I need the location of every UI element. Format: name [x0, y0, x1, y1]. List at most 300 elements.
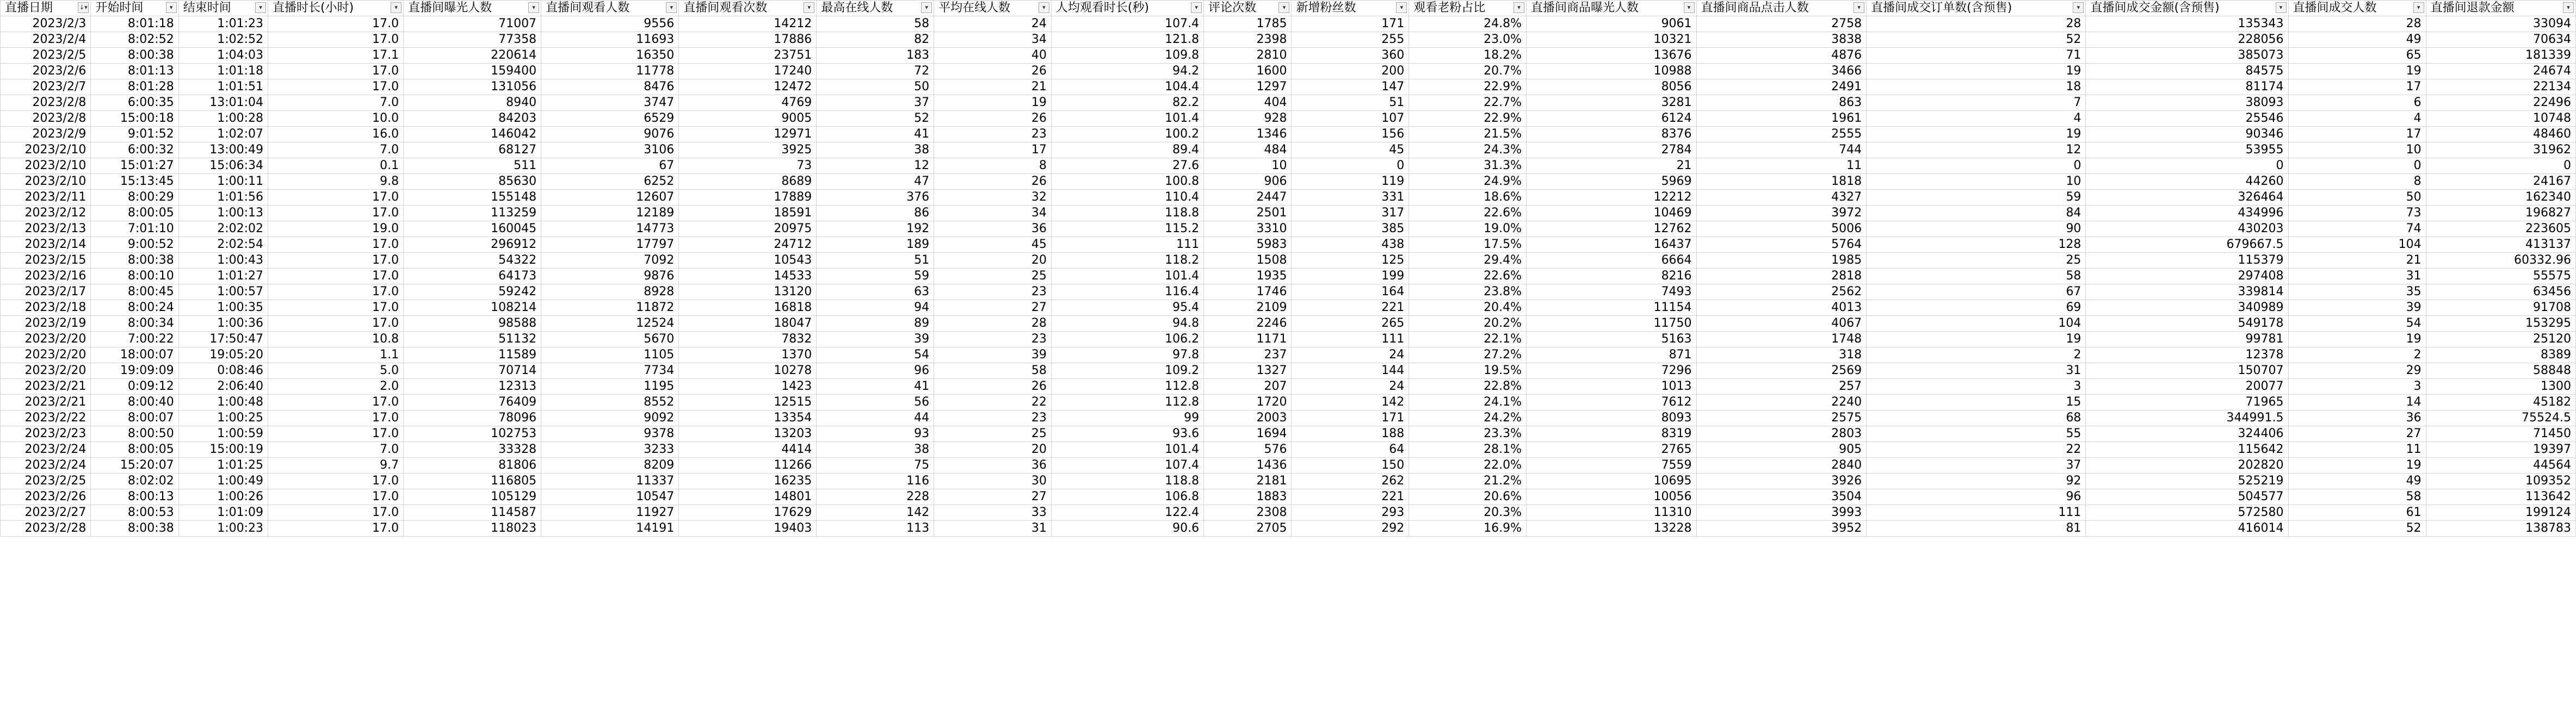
table-cell[interactable]: 85630	[404, 174, 541, 190]
table-cell[interactable]: 5.0	[268, 363, 404, 379]
table-cell[interactable]: 2023/2/23	[1, 426, 91, 442]
table-cell[interactable]: 6664	[1527, 253, 1697, 269]
table-cell[interactable]: 2023/2/22	[1, 410, 91, 426]
table-cell[interactable]: 3	[1867, 379, 2086, 395]
table-cell[interactable]: 8	[2288, 174, 2426, 190]
table-cell[interactable]: 4013	[1696, 300, 1867, 316]
table-cell[interactable]: 69	[1867, 300, 2086, 316]
table-cell[interactable]: 1961	[1696, 111, 1867, 127]
table-cell[interactable]: 138783	[2426, 521, 2575, 537]
filter-dropdown-icon[interactable]: ▾	[391, 2, 401, 13]
table-cell[interactable]: 24	[1292, 379, 1409, 395]
table-cell[interactable]: 2023/2/8	[1, 111, 91, 127]
table-cell[interactable]: 1:00:28	[178, 111, 268, 127]
table-cell[interactable]: 171	[1292, 16, 1409, 32]
table-cell[interactable]: 3838	[1696, 32, 1867, 48]
table-cell[interactable]: 67	[1867, 284, 2086, 300]
table-cell[interactable]: 107.4	[1051, 16, 1203, 32]
table-cell[interactable]: 1:00:35	[178, 300, 268, 316]
table-cell[interactable]: 93	[817, 426, 934, 442]
table-cell[interactable]: 160045	[404, 221, 541, 237]
table-cell[interactable]: 51132	[404, 332, 541, 347]
table-cell[interactable]: 28	[934, 316, 1052, 332]
table-cell[interactable]: 14	[2288, 395, 2426, 410]
table-cell[interactable]: 1720	[1204, 395, 1292, 410]
column-header[interactable]	[1204, 1, 1292, 16]
table-cell[interactable]: 9378	[541, 426, 679, 442]
column-header[interactable]	[1292, 1, 1409, 16]
table-cell[interactable]: 116	[817, 474, 934, 489]
table-cell[interactable]: 12971	[679, 127, 817, 142]
table-cell[interactable]: 24674	[2426, 64, 2575, 79]
table-cell[interactable]: 106.2	[1051, 332, 1203, 347]
table-cell[interactable]: 2803	[1696, 426, 1867, 442]
column-header[interactable]	[1409, 1, 1527, 16]
table-cell[interactable]: 64	[1292, 442, 1409, 458]
table-cell[interactable]: 38093	[2086, 95, 2288, 111]
table-cell[interactable]: 32	[934, 190, 1052, 206]
table-cell[interactable]: 24	[934, 16, 1052, 32]
table-cell[interactable]: 19	[1867, 332, 2086, 347]
table-cell[interactable]: 12189	[541, 206, 679, 221]
table-cell[interactable]: 48460	[2426, 127, 2575, 142]
table-cell[interactable]: 181339	[2426, 48, 2575, 64]
table-cell[interactable]: 8:00:34	[91, 316, 178, 332]
table-cell[interactable]: 4	[1867, 111, 2086, 127]
table-cell[interactable]: 14533	[679, 269, 817, 284]
table-cell[interactable]: 90346	[2086, 127, 2288, 142]
table-cell[interactable]: 91708	[2426, 300, 2575, 316]
table-cell[interactable]: 1:00:11	[178, 174, 268, 190]
table-cell[interactable]: 23.3%	[1409, 426, 1527, 442]
table-cell[interactable]: 6	[2288, 95, 2426, 111]
table-cell[interactable]: 318	[1696, 347, 1867, 363]
table-cell[interactable]: 71965	[2086, 395, 2288, 410]
table-cell[interactable]: 96	[817, 363, 934, 379]
filter-dropdown-icon[interactable]: ▾	[1039, 2, 1049, 13]
table-cell[interactable]: 905	[1696, 442, 1867, 458]
table-cell[interactable]: 17240	[679, 64, 817, 79]
table-cell[interactable]: 2023/2/13	[1, 221, 91, 237]
table-cell[interactable]: 84203	[404, 111, 541, 127]
table-cell[interactable]: 49	[2288, 474, 2426, 489]
table-cell[interactable]: 8376	[1527, 127, 1697, 142]
table-cell[interactable]: 7493	[1527, 284, 1697, 300]
table-cell[interactable]: 192	[817, 221, 934, 237]
table-cell[interactable]: 24.3%	[1409, 142, 1527, 158]
filter-dropdown-icon[interactable]: ▾	[2276, 2, 2287, 13]
table-cell[interactable]: 11154	[1527, 300, 1697, 316]
table-cell[interactable]: 17797	[541, 237, 679, 253]
table-cell[interactable]: 6:00:35	[91, 95, 178, 111]
table-cell[interactable]: 14191	[541, 521, 679, 537]
table-cell[interactable]: 22.6%	[1409, 206, 1527, 221]
table-cell[interactable]: 1:01:25	[178, 458, 268, 474]
table-cell[interactable]: 744	[1696, 142, 1867, 158]
filter-dropdown-icon[interactable]: ▾	[2413, 2, 2424, 13]
column-header[interactable]	[679, 1, 817, 16]
table-cell[interactable]: 3926	[1696, 474, 1867, 489]
table-cell[interactable]: 70714	[404, 363, 541, 379]
table-cell[interactable]: 150	[1292, 458, 1409, 474]
table-cell[interactable]: 16.0	[268, 127, 404, 142]
table-cell[interactable]: 199	[1292, 269, 1409, 284]
table-cell[interactable]: 23.0%	[1409, 32, 1527, 48]
table-cell[interactable]: 18591	[679, 206, 817, 221]
table-cell[interactable]: 17.0	[268, 64, 404, 79]
table-cell[interactable]: 21.2%	[1409, 474, 1527, 489]
table-cell[interactable]: 1195	[541, 379, 679, 395]
table-cell[interactable]: 7.0	[268, 95, 404, 111]
table-cell[interactable]: 71007	[404, 16, 541, 32]
table-cell[interactable]: 8:00:07	[91, 410, 178, 426]
table-cell[interactable]: 8389	[2426, 347, 2575, 363]
table-cell[interactable]: 7:01:10	[91, 221, 178, 237]
table-cell[interactable]: 106.8	[1051, 489, 1203, 505]
table-cell[interactable]: 8:00:05	[91, 442, 178, 458]
table-cell[interactable]: 549178	[2086, 316, 2288, 332]
table-cell[interactable]: 115379	[2086, 253, 2288, 269]
table-cell[interactable]: 61	[2288, 505, 2426, 521]
table-cell[interactable]: 8:00:45	[91, 284, 178, 300]
table-cell[interactable]: 115642	[2086, 442, 2288, 458]
table-cell[interactable]: 8:00:38	[91, 253, 178, 269]
table-cell[interactable]: 17.0	[268, 269, 404, 284]
table-cell[interactable]: 45	[934, 237, 1052, 253]
table-cell[interactable]: 22.7%	[1409, 95, 1527, 111]
table-cell[interactable]: 58848	[2426, 363, 2575, 379]
table-cell[interactable]: 20.6%	[1409, 489, 1527, 505]
column-header[interactable]	[404, 1, 541, 16]
table-cell[interactable]: 1:00:26	[178, 489, 268, 505]
table-cell[interactable]: 17.0	[268, 426, 404, 442]
table-cell[interactable]: 20	[934, 253, 1052, 269]
table-cell[interactable]: 4067	[1696, 316, 1867, 332]
table-cell[interactable]: 3106	[541, 142, 679, 158]
table-cell[interactable]: 15:00:19	[178, 442, 268, 458]
table-cell[interactable]: 41	[817, 379, 934, 395]
table-cell[interactable]: 24.1%	[1409, 395, 1527, 410]
table-cell[interactable]: 17629	[679, 505, 817, 521]
table-cell[interactable]: 111	[1051, 237, 1203, 253]
table-cell[interactable]: 20	[934, 442, 1052, 458]
table-cell[interactable]: 8209	[541, 458, 679, 474]
table-cell[interactable]: 17.0	[268, 410, 404, 426]
table-cell[interactable]: 1:00:57	[178, 284, 268, 300]
table-cell[interactable]: 97.8	[1051, 347, 1203, 363]
table-cell[interactable]: 9:01:52	[91, 127, 178, 142]
table-cell[interactable]: 2023/2/20	[1, 363, 91, 379]
table-cell[interactable]: 15:01:27	[91, 158, 178, 174]
table-cell[interactable]: 1327	[1204, 363, 1292, 379]
table-cell[interactable]: 142	[1292, 395, 1409, 410]
table-cell[interactable]: 0:08:46	[178, 363, 268, 379]
table-cell[interactable]: 45182	[2426, 395, 2575, 410]
table-cell[interactable]: 19	[2288, 332, 2426, 347]
table-cell[interactable]: 1:00:13	[178, 206, 268, 221]
table-cell[interactable]: 1818	[1696, 174, 1867, 190]
table-cell[interactable]: 19	[2288, 64, 2426, 79]
table-cell[interactable]: 1985	[1696, 253, 1867, 269]
table-cell[interactable]: 8:00:40	[91, 395, 178, 410]
table-cell[interactable]: 17.0	[268, 489, 404, 505]
table-cell[interactable]: 202820	[2086, 458, 2288, 474]
table-cell[interactable]: 12	[817, 158, 934, 174]
table-cell[interactable]: 81174	[2086, 79, 2288, 95]
table-cell[interactable]: 47	[817, 174, 934, 190]
table-cell[interactable]: 21.5%	[1409, 127, 1527, 142]
table-cell[interactable]: 572580	[2086, 505, 2288, 521]
table-cell[interactable]: 146042	[404, 127, 541, 142]
table-cell[interactable]: 2023/2/21	[1, 379, 91, 395]
table-cell[interactable]: 23	[934, 332, 1052, 347]
table-cell[interactable]: 344991.5	[2086, 410, 2288, 426]
table-cell[interactable]: 70634	[2426, 32, 2575, 48]
table-cell[interactable]: 9:00:52	[91, 237, 178, 253]
table-cell[interactable]: 25546	[2086, 111, 2288, 127]
table-cell[interactable]: 24712	[679, 237, 817, 253]
table-cell[interactable]: 13203	[679, 426, 817, 442]
table-cell[interactable]: 96	[1867, 489, 2086, 505]
table-cell[interactable]: 13228	[1527, 521, 1697, 537]
table-cell[interactable]: 9556	[541, 16, 679, 32]
table-cell[interactable]: 871	[1527, 347, 1697, 363]
table-cell[interactable]: 7612	[1527, 395, 1697, 410]
table-cell[interactable]: 293	[1292, 505, 1409, 521]
table-cell[interactable]: 15:06:34	[178, 158, 268, 174]
table-cell[interactable]: 23751	[679, 48, 817, 64]
table-cell[interactable]: 114587	[404, 505, 541, 521]
table-cell[interactable]: 94.2	[1051, 64, 1203, 79]
filter-dropdown-icon[interactable]: ▾	[666, 2, 677, 13]
table-cell[interactable]: 1105	[541, 347, 679, 363]
sort-filter-icon[interactable]: ↓▾	[78, 2, 89, 13]
table-cell[interactable]: 7296	[1527, 363, 1697, 379]
table-cell[interactable]: 122.4	[1051, 505, 1203, 521]
table-cell[interactable]: 385073	[2086, 48, 2288, 64]
table-cell[interactable]: 56	[817, 395, 934, 410]
table-cell[interactable]: 15:20:07	[91, 458, 178, 474]
table-cell[interactable]: 317	[1292, 206, 1409, 221]
table-cell[interactable]: 9076	[541, 127, 679, 142]
table-cell[interactable]: 45	[1292, 142, 1409, 158]
table-cell[interactable]: 8:00:05	[91, 206, 178, 221]
table-cell[interactable]: 10321	[1527, 32, 1697, 48]
table-cell[interactable]: 17	[934, 142, 1052, 158]
table-cell[interactable]: 15:13:45	[91, 174, 178, 190]
table-cell[interactable]: 54322	[404, 253, 541, 269]
column-header[interactable]	[91, 1, 178, 16]
table-cell[interactable]: 188	[1292, 426, 1409, 442]
table-cell[interactable]: 2240	[1696, 395, 1867, 410]
table-cell[interactable]: 12378	[2086, 347, 2288, 363]
table-cell[interactable]: 29	[2288, 363, 2426, 379]
table-cell[interactable]: 360	[1292, 48, 1409, 64]
table-cell[interactable]: 2023/2/26	[1, 489, 91, 505]
table-cell[interactable]: 77358	[404, 32, 541, 48]
table-cell[interactable]: 52	[1867, 32, 2086, 48]
table-cell[interactable]: 18:00:07	[91, 347, 178, 363]
table-cell[interactable]: 404	[1204, 95, 1292, 111]
table-cell[interactable]: 10.0	[268, 111, 404, 127]
table-cell[interactable]: 220614	[404, 48, 541, 64]
table-cell[interactable]: 10469	[1527, 206, 1697, 221]
table-cell[interactable]: 17	[2288, 127, 2426, 142]
table-cell[interactable]: 679667.5	[2086, 237, 2288, 253]
table-cell[interactable]: 3925	[679, 142, 817, 158]
table-cell[interactable]: 200	[1292, 64, 1409, 79]
table-cell[interactable]: 413137	[2426, 237, 2575, 253]
table-cell[interactable]: 164	[1292, 284, 1409, 300]
filter-dropdown-icon[interactable]: ▾	[1514, 2, 1524, 13]
table-cell[interactable]: 2840	[1696, 458, 1867, 474]
table-cell[interactable]: 116.4	[1051, 284, 1203, 300]
table-cell[interactable]: 1300	[2426, 379, 2575, 395]
table-cell[interactable]: 19	[934, 95, 1052, 111]
table-cell[interactable]: 0	[1292, 158, 1409, 174]
table-cell[interactable]: 9061	[1527, 16, 1697, 32]
table-cell[interactable]: 3	[2288, 379, 2426, 395]
table-cell[interactable]: 31962	[2426, 142, 2575, 158]
table-cell[interactable]: 2447	[1204, 190, 1292, 206]
table-cell[interactable]: 0	[2426, 158, 2575, 174]
table-cell[interactable]: 93.6	[1051, 426, 1203, 442]
table-cell[interactable]: 1171	[1204, 332, 1292, 347]
filter-dropdown-icon[interactable]: ▾	[804, 2, 814, 13]
table-cell[interactable]: 2023/2/28	[1, 521, 91, 537]
table-cell[interactable]: 7734	[541, 363, 679, 379]
table-cell[interactable]: 8056	[1527, 79, 1697, 95]
table-cell[interactable]: 22496	[2426, 95, 2575, 111]
table-cell[interactable]: 504577	[2086, 489, 2288, 505]
table-cell[interactable]: 8940	[404, 95, 541, 111]
table-cell[interactable]: 10	[1867, 174, 2086, 190]
table-cell[interactable]: 17.0	[268, 300, 404, 316]
table-cell[interactable]: 28	[1867, 16, 2086, 32]
table-cell[interactable]: 11778	[541, 64, 679, 79]
table-cell[interactable]: 18.2%	[1409, 48, 1527, 64]
table-cell[interactable]: 108214	[404, 300, 541, 316]
table-cell[interactable]: 0:09:12	[91, 379, 178, 395]
table-cell[interactable]: 2562	[1696, 284, 1867, 300]
table-cell[interactable]: 156	[1292, 127, 1409, 142]
table-cell[interactable]: 7092	[541, 253, 679, 269]
table-cell[interactable]: 21	[934, 79, 1052, 95]
table-cell[interactable]: 2	[2288, 347, 2426, 363]
table-cell[interactable]: 9005	[679, 111, 817, 127]
table-cell[interactable]: 17.0	[268, 16, 404, 32]
table-cell[interactable]: 101.4	[1051, 269, 1203, 284]
table-cell[interactable]: 9092	[541, 410, 679, 426]
table-cell[interactable]: 26	[934, 111, 1052, 127]
table-cell[interactable]: 31	[934, 521, 1052, 537]
table-cell[interactable]: 3952	[1696, 521, 1867, 537]
table-cell[interactable]: 1694	[1204, 426, 1292, 442]
table-cell[interactable]: 107.4	[1051, 458, 1203, 474]
table-cell[interactable]: 2758	[1696, 16, 1867, 32]
table-cell[interactable]: 2181	[1204, 474, 1292, 489]
table-cell[interactable]: 17.0	[268, 284, 404, 300]
table-cell[interactable]: 189	[817, 237, 934, 253]
table-cell[interactable]: 23	[934, 284, 1052, 300]
table-cell[interactable]: 12472	[679, 79, 817, 95]
column-header[interactable]	[1696, 1, 1867, 16]
table-cell[interactable]: 221	[1292, 489, 1409, 505]
table-cell[interactable]: 112.8	[1051, 379, 1203, 395]
table-cell[interactable]: 8:00:38	[91, 48, 178, 64]
table-cell[interactable]: 104	[2288, 237, 2426, 253]
table-cell[interactable]: 8:02:52	[91, 32, 178, 48]
filter-dropdown-icon[interactable]: ▾	[1684, 2, 1695, 13]
table-cell[interactable]: 2023/2/10	[1, 158, 91, 174]
table-cell[interactable]: 8689	[679, 174, 817, 190]
table-cell[interactable]: 18	[1867, 79, 2086, 95]
table-cell[interactable]: 11	[2288, 442, 2426, 458]
table-cell[interactable]: 8:00:53	[91, 505, 178, 521]
table-cell[interactable]: 0.1	[268, 158, 404, 174]
table-cell[interactable]: 24.8%	[1409, 16, 1527, 32]
table-cell[interactable]: 11927	[541, 505, 679, 521]
table-cell[interactable]: 142	[817, 505, 934, 521]
table-cell[interactable]: 51	[1292, 95, 1409, 111]
table-cell[interactable]: 2308	[1204, 505, 1292, 521]
table-cell[interactable]: 1:01:18	[178, 64, 268, 79]
table-cell[interactable]: 17.0	[268, 521, 404, 537]
table-cell[interactable]: 1423	[679, 379, 817, 395]
table-cell[interactable]: 199124	[2426, 505, 2575, 521]
table-cell[interactable]: 8:00:24	[91, 300, 178, 316]
table-cell[interactable]: 49	[2288, 32, 2426, 48]
table-cell[interactable]: 2023/2/5	[1, 48, 91, 64]
table-cell[interactable]: 75524.5	[2426, 410, 2575, 426]
table-cell[interactable]: 3747	[541, 95, 679, 111]
table-cell[interactable]: 92	[1867, 474, 2086, 489]
table-cell[interactable]: 19	[1867, 64, 2086, 79]
table-cell[interactable]: 5006	[1696, 221, 1867, 237]
table-cell[interactable]: 21	[1527, 158, 1697, 174]
table-cell[interactable]: 8:00:29	[91, 190, 178, 206]
table-cell[interactable]: 11589	[404, 347, 541, 363]
table-cell[interactable]: 2023/2/10	[1, 174, 91, 190]
table-cell[interactable]: 16350	[541, 48, 679, 64]
table-cell[interactable]: 24	[1292, 347, 1409, 363]
column-header[interactable]	[1867, 1, 2086, 16]
table-cell[interactable]: 23	[934, 127, 1052, 142]
table-cell[interactable]: 82.2	[1051, 95, 1203, 111]
table-cell[interactable]: 2555	[1696, 127, 1867, 142]
table-cell[interactable]: 84575	[2086, 64, 2288, 79]
table-cell[interactable]: 6124	[1527, 111, 1697, 127]
table-cell[interactable]: 6252	[541, 174, 679, 190]
table-cell[interactable]: 7	[1867, 95, 2086, 111]
table-cell[interactable]: 7:00:22	[91, 332, 178, 347]
table-cell[interactable]: 20975	[679, 221, 817, 237]
table-cell[interactable]: 906	[1204, 174, 1292, 190]
table-cell[interactable]: 2023/2/14	[1, 237, 91, 253]
table-cell[interactable]: 297408	[2086, 269, 2288, 284]
table-cell[interactable]: 17.0	[268, 237, 404, 253]
table-cell[interactable]: 33094	[2426, 16, 2575, 32]
table-cell[interactable]: 2023/2/24	[1, 442, 91, 458]
table-cell[interactable]: 228	[817, 489, 934, 505]
table-cell[interactable]: 135343	[2086, 16, 2288, 32]
column-header[interactable]	[2288, 1, 2426, 16]
table-cell[interactable]: 4	[2288, 111, 2426, 127]
table-cell[interactable]: 162340	[2426, 190, 2575, 206]
table-cell[interactable]: 1:01:56	[178, 190, 268, 206]
table-cell[interactable]: 6:00:32	[91, 142, 178, 158]
table-cell[interactable]: 115.2	[1051, 221, 1203, 237]
